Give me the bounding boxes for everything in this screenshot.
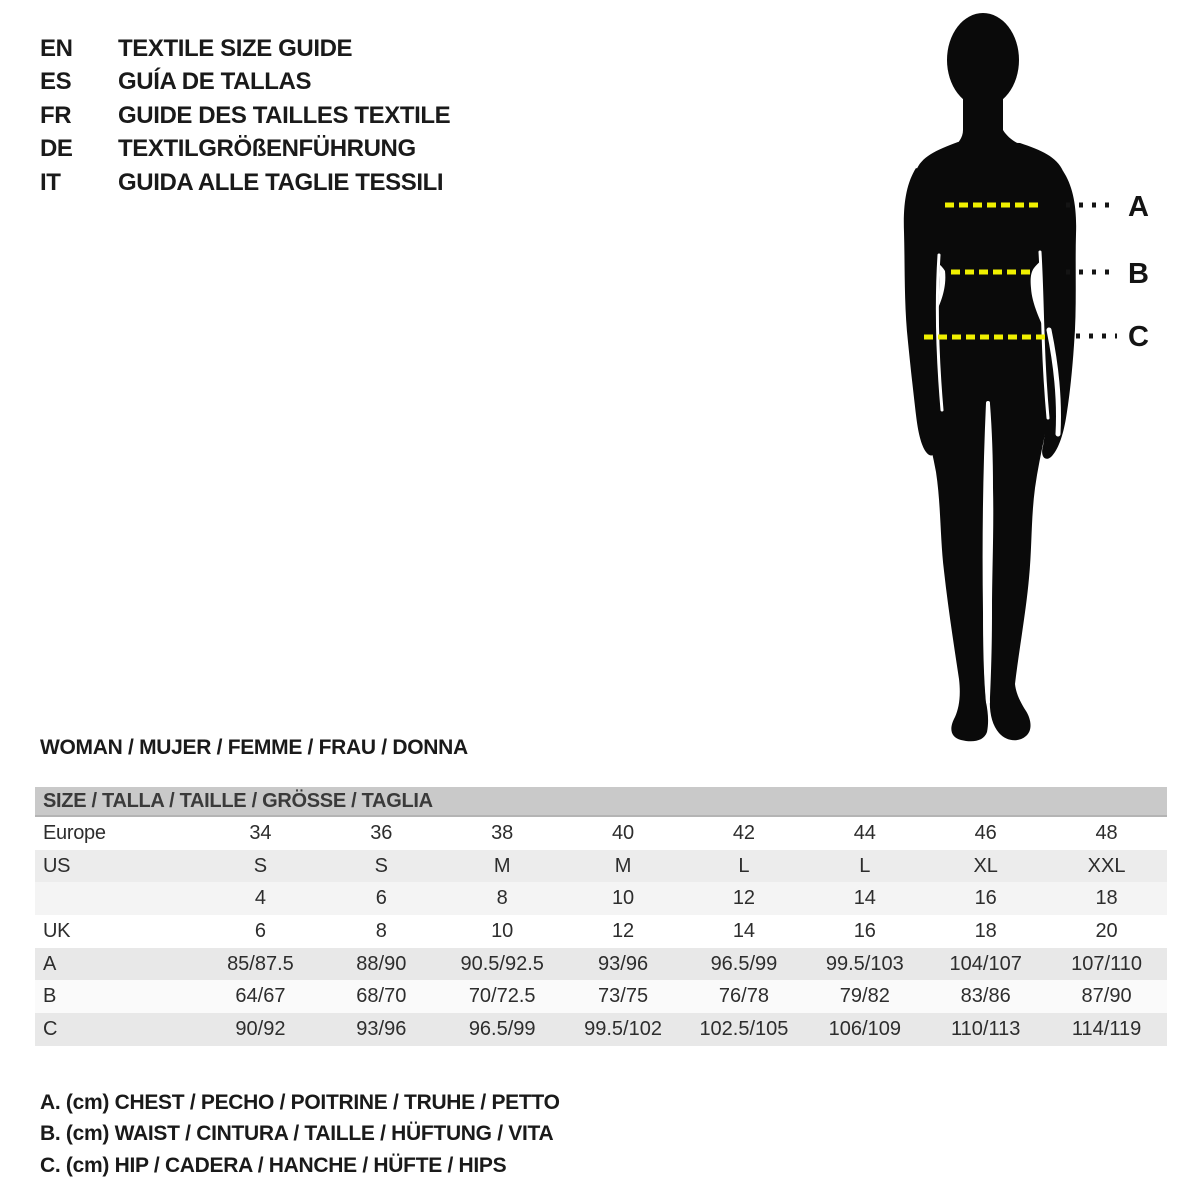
table-cell: XL <box>973 854 998 877</box>
row-label: UK <box>43 919 71 942</box>
table-cell: 48 <box>1095 821 1118 844</box>
language-label: TEXTILE SIZE GUIDE <box>118 34 353 62</box>
table-cell: S <box>374 854 388 877</box>
chest-label: A <box>1128 191 1149 223</box>
table-cell: 93/96 <box>598 952 649 975</box>
language-code: IT <box>40 168 61 196</box>
legend-line-chest: A. (cm) CHEST / PECHO / POITRINE / TRUHE / PETTO <box>40 1090 560 1114</box>
table-cell: 90/92 <box>235 1017 286 1040</box>
table-cell: 102.5/105 <box>699 1017 789 1040</box>
language-label: GUÍA DE TALLAS <box>118 68 312 96</box>
table-cell: 4 <box>254 887 266 910</box>
table-cell: 42 <box>732 821 756 844</box>
table-cell: 96.5/99 <box>710 952 778 975</box>
table-row <box>35 882 1167 915</box>
language-label: TEXTILGRÖßENFÜHRUNG <box>118 135 416 163</box>
table-cell: 12 <box>611 919 635 942</box>
table-cell: 34 <box>249 821 272 844</box>
table-cell: 90.5/92.5 <box>460 952 544 975</box>
row-label: B <box>43 985 57 1008</box>
table-row <box>35 1013 1167 1046</box>
table-row <box>35 980 1167 1013</box>
language-row <box>40 32 450 66</box>
table-cell: 18 <box>974 919 997 942</box>
table-cell: 6 <box>254 919 266 942</box>
table-cell: 93/96 <box>356 1017 407 1040</box>
table-cell: 40 <box>611 821 635 844</box>
table-cell: 88/90 <box>356 952 407 975</box>
table-cell: 85/87.5 <box>227 952 294 975</box>
row-label: A <box>43 952 57 975</box>
language-row <box>40 166 450 200</box>
table-cell: 76/78 <box>718 985 769 1008</box>
legend-line-hip: C. (cm) HIP / CADERA / HANCHE / HÜFTE / HIPS <box>40 1153 507 1177</box>
table-cell: 106/109 <box>828 1017 901 1040</box>
language-row <box>40 99 450 133</box>
table-cell: M <box>493 854 511 877</box>
table-cell: 107/110 <box>1071 952 1142 975</box>
section-title: WOMAN / MUJER / FEMME / FRAU / DONNA <box>40 736 468 759</box>
table-row <box>35 915 1167 948</box>
table-cell: 18 <box>1095 887 1118 910</box>
table-cell: 38 <box>491 821 514 844</box>
table-cell: 14 <box>853 887 876 910</box>
table-cell: 20 <box>1095 919 1118 942</box>
table-cell: 16 <box>853 919 876 942</box>
table-cell: 79/82 <box>839 985 890 1008</box>
language-title-block <box>40 32 450 200</box>
table-cell: 96.5/99 <box>468 1017 536 1040</box>
table-cell: 10 <box>491 919 514 942</box>
language-code: DE <box>40 135 73 163</box>
waist-label: B <box>1128 258 1149 290</box>
table-cell: 8 <box>496 887 508 910</box>
language-code: FR <box>40 101 72 129</box>
language-label: GUIDE DES TAILLES TEXTILE <box>118 101 451 129</box>
language-label: GUIDA ALLE TAGLIE TESSILI <box>118 168 444 196</box>
table-cell: 36 <box>370 821 393 844</box>
table-cell: S <box>253 854 268 877</box>
table-cell: 68/70 <box>356 985 407 1008</box>
table-cell: 16 <box>974 887 997 910</box>
table-header-label: SIZE / TALLA / TAILLE / GRÖSSE / TAGLIA <box>43 789 433 812</box>
table-cell: 70/72.5 <box>468 985 536 1008</box>
table-cell: 10 <box>611 887 635 910</box>
size-table <box>35 787 1167 1046</box>
size-table-rows <box>35 817 1167 1046</box>
table-row <box>35 817 1167 850</box>
hip-label: C <box>1128 321 1149 353</box>
table-cell: XXL <box>1087 854 1126 877</box>
language-code: ES <box>40 68 72 96</box>
table-cell: 46 <box>974 821 997 844</box>
table-cell: 14 <box>732 919 756 942</box>
row-label: Europe <box>43 821 106 844</box>
table-cell: 64/67 <box>235 985 286 1008</box>
table-cell: L <box>738 854 750 877</box>
legend-line-waist: B. (cm) WAIST / CINTURA / TAILLE / HÜFTUNG / VITA <box>40 1122 554 1146</box>
table-cell: M <box>614 854 632 877</box>
table-cell: 12 <box>732 887 756 910</box>
row-label: US <box>43 854 71 877</box>
table-cell: 114/119 <box>1071 1017 1142 1040</box>
table-cell: 73/75 <box>598 985 649 1008</box>
table-row <box>35 948 1167 981</box>
table-cell: 99.5/102 <box>584 1017 662 1040</box>
table-row <box>35 850 1167 883</box>
measurement-legend <box>40 1087 560 1182</box>
leg-gap <box>985 403 988 702</box>
row-label: C <box>43 1017 58 1040</box>
table-header-bar <box>35 787 1167 817</box>
table-cell: 83/86 <box>960 985 1011 1008</box>
woman-silhouette-figure <box>850 0 1170 760</box>
table-cell: 110/113 <box>951 1017 1021 1040</box>
language-row <box>40 133 450 167</box>
table-cell: 6 <box>375 887 387 910</box>
table-cell: 99.5/103 <box>825 952 904 975</box>
language-code: EN <box>40 34 73 62</box>
table-cell: 104/107 <box>949 952 1022 975</box>
table-cell: 87/90 <box>1081 985 1132 1008</box>
table-cell: 44 <box>853 821 876 844</box>
table-cell: L <box>859 854 871 877</box>
language-row <box>40 66 450 100</box>
table-cell: 8 <box>375 919 387 942</box>
woman-silhouette <box>904 13 1076 741</box>
